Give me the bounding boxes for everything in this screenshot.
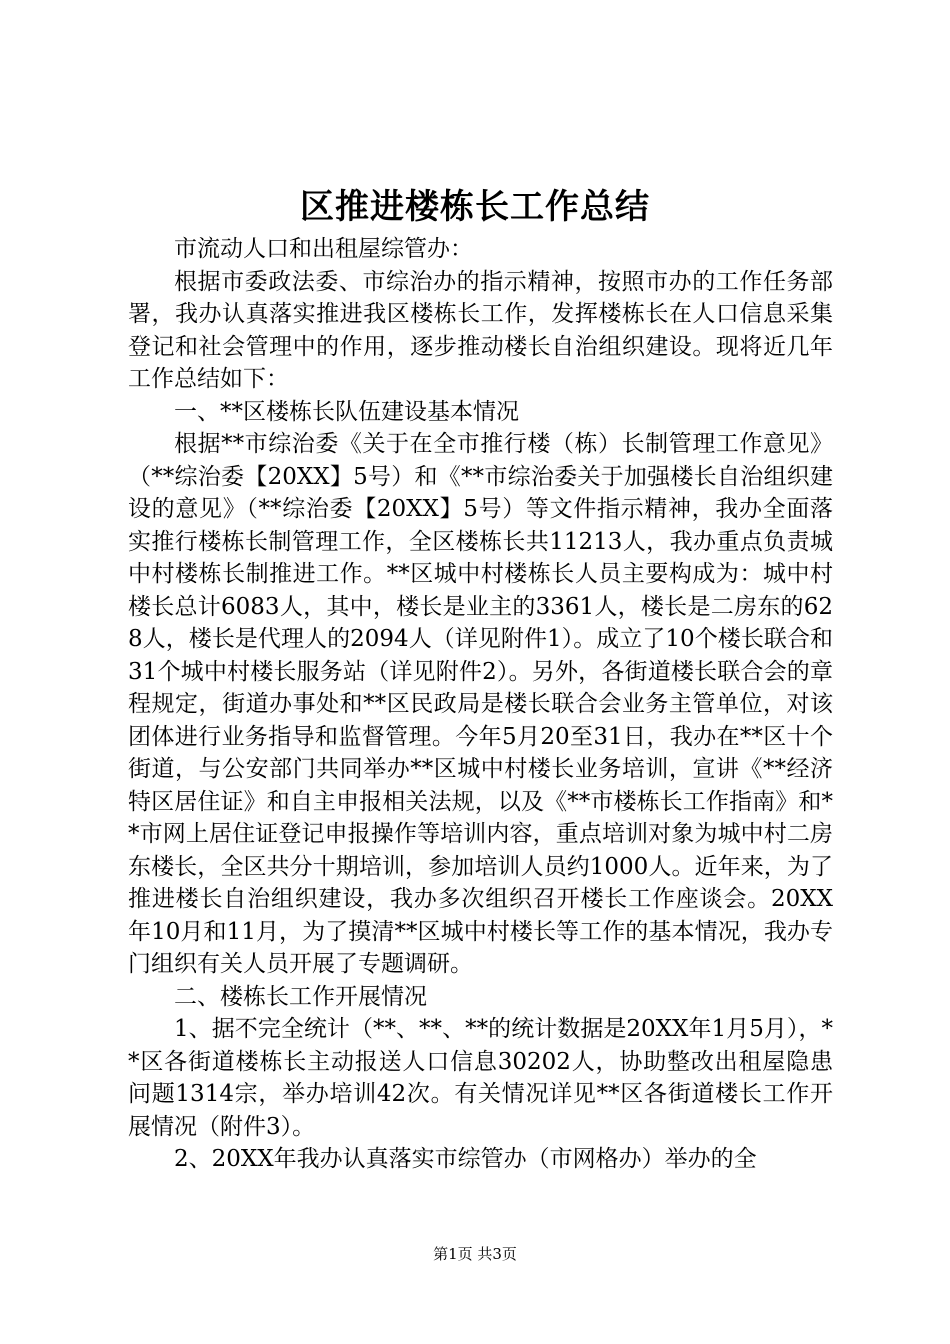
- paragraph-item-2: 2、20XX年我办认真落实市综管办（市网格办）举办的全: [174, 1146, 757, 1172]
- document-body: [128, 233, 833, 1176]
- paragraph-item-1: 1、据不完全统计（**、**、**的统计数据是20XX年1月5月），**区各街道楼栋长主动报送人口信息30202人，协助整改出租屋隐患问题1314宗，举办培训42次。有关情况详见**区各街道楼长工作开展情况（附件3）。: [128, 1016, 833, 1140]
- document-title: 区推进楼栋长工作总结: [300, 187, 650, 227]
- paragraph-section-1: 根据**市综治委《关于在全市推行楼（栋）长制管理工作意见》（**综治委【20XX】5号）和《**市综治委关于加强楼长自治组织建设的意见》（**综治委【20XX】5号）等文件指示精神，我办全面落实推行楼栋长制管理工作，全区楼栋长共11213人，我办重点负责城中村楼栋长制推进工作。**区城中村楼栋长人员主要构成为：城中村楼长总计6083人，其中，楼长是业主的3361人，楼长是二房东的628人，楼长是代理人的2094人（详见附件1）。成立了10个楼长联合和31个城中村楼长服务站（详见附件2）。另外，各街道楼长联合会的章程规定，街道办事处和**区民政局是楼长联合会业务主管单位，对该团体进行业务指导和监督管理。今年5月20至31日，我办在**区十个街道，与公安部门共同举办**区城中村楼长业务培训，宣讲《**经济特区居住证》和自主申报相关法规，以及《**市楼栋长工作指南》和**市网上居住证登记申报操作等培训内容，重点培训对象为城中村二房东楼长，全区共分十期培训，参加培训人员约1000人。近年来，为了推进楼长自治组织建设，我办多次组织召开楼长工作座谈会。20XX年10月和11月，为了摸清**区城中村楼长等工作的基本情况，我办专门组织有关人员开展了专题调研。: [128, 431, 833, 977]
- section-heading-2: 二、楼栋长工作开展情况: [174, 983, 427, 1010]
- section-heading-1: 一、**区楼栋长队伍建设基本情况: [174, 398, 519, 425]
- paragraph-intro: 根据市委政法委、市综治办的指示精神，按照市办的工作任务部署，我办认真落实推进我区楼栋长工作，发挥楼栋长在人口信息采集登记和社会管理中的作用，逐步推动楼长自治组织建设。现将近几年工作总结如下：: [128, 268, 833, 392]
- page-footer: 第1页 共3页: [433, 1245, 517, 1263]
- paragraph-addressee: 市流动人口和出租屋综管办：: [174, 236, 473, 262]
